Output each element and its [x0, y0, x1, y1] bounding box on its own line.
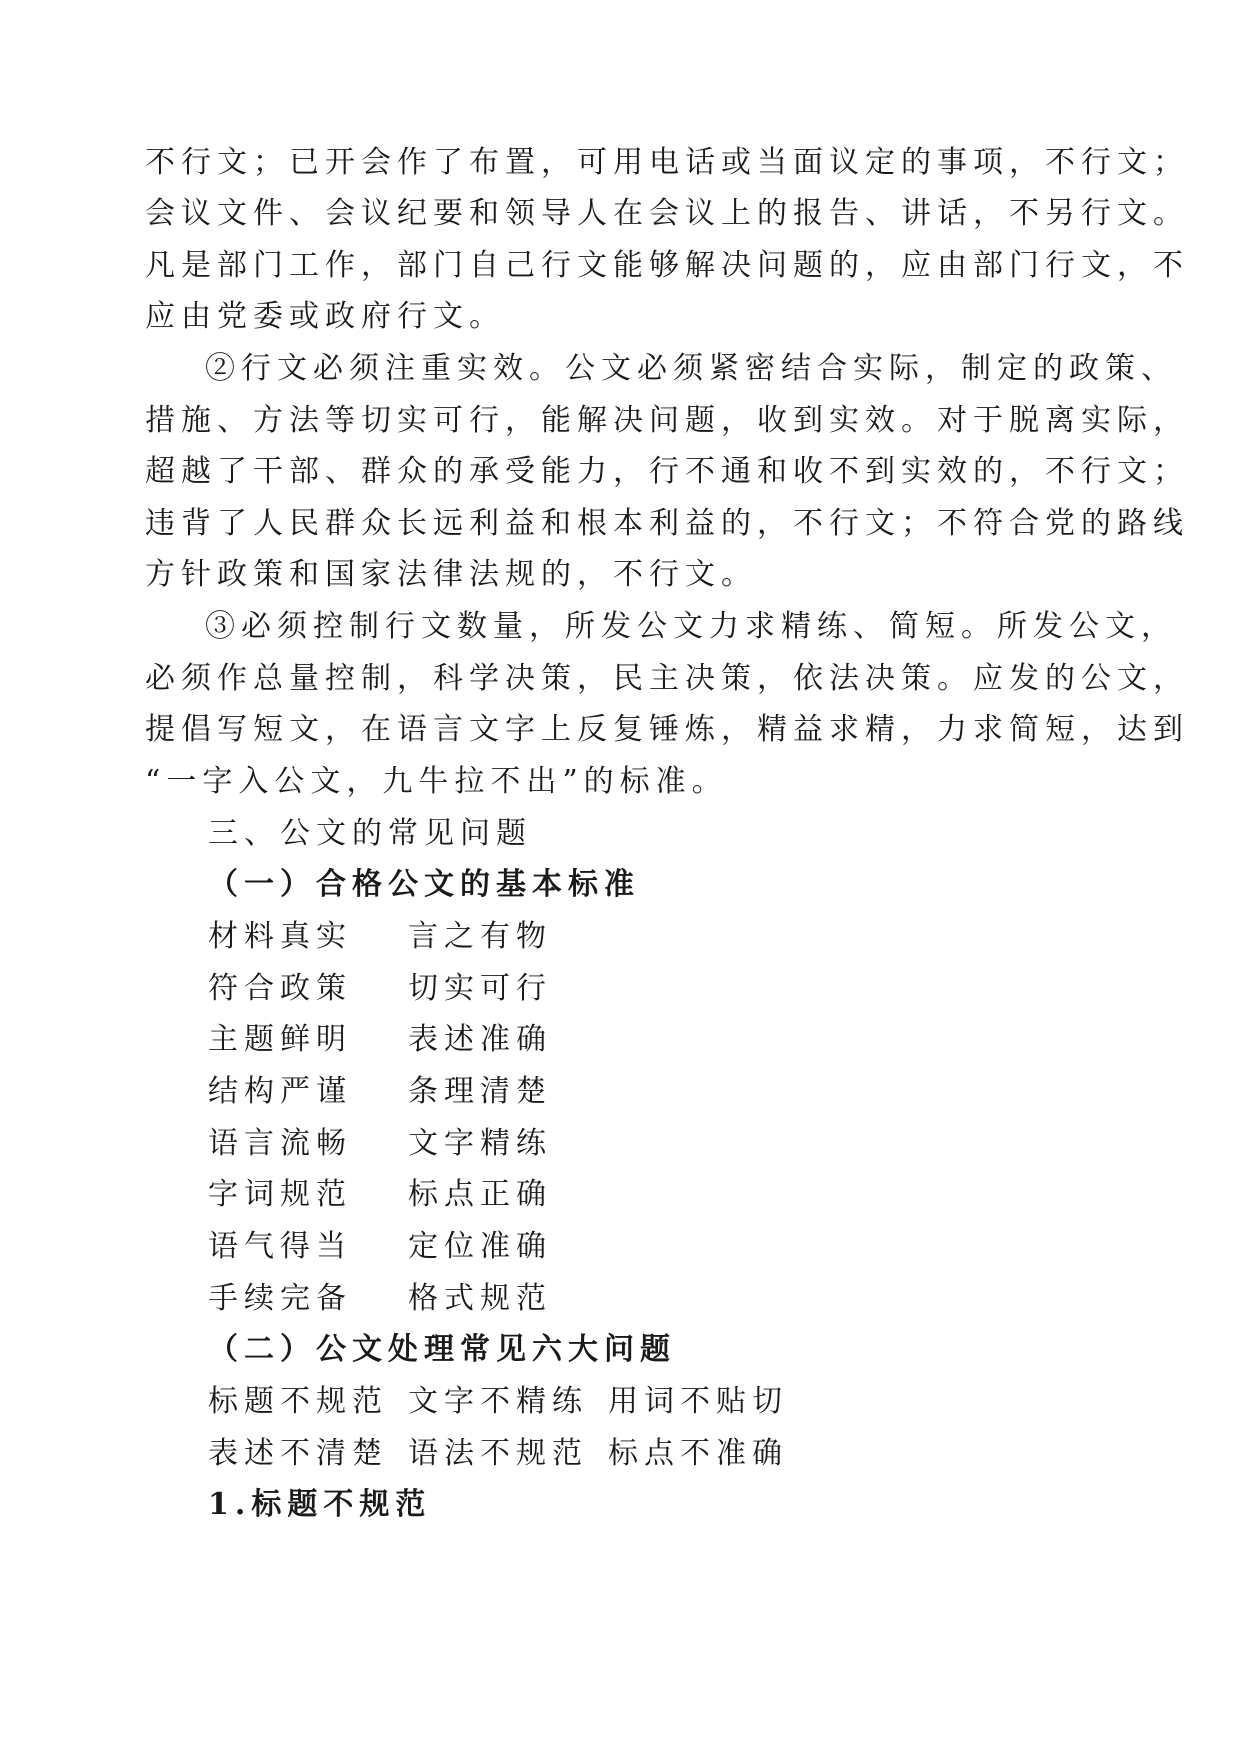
subsection-heading: （一）合格公文的基本标准 [208, 867, 640, 902]
paragraph-line: 方针政策和国家法律法规的，不行文。 [145, 557, 757, 592]
paragraph-line: 提倡写短文，在语言文字上反复锤炼，精益求精，力求简短，达到 [145, 712, 1189, 747]
problem-item: 语法不规范 [408, 1436, 588, 1471]
paragraph-line: 会议文件、会议纪要和领导人在会议上的报告、讲话，不另行文。 [145, 196, 1189, 231]
standard-item: 材料真实 [208, 919, 352, 954]
standard-item: 语气得当 [208, 1229, 352, 1264]
paragraph-line: ②行文必须注重实效。公文必须紧密结合实际，制定的政策、 [205, 351, 1177, 386]
problem-item: 表述不清楚 [208, 1436, 388, 1471]
paragraph-line: 不行文；已开会作了布置，可用电话或当面议定的事项，不行文； [145, 145, 1189, 180]
paragraph-line: 应由党委或政府行文。 [145, 299, 505, 334]
standard-item: 字词规范 [208, 1177, 352, 1212]
item-heading: 1.标题不规范 [208, 1487, 432, 1522]
standard-item: 条理清楚 [408, 1074, 552, 1109]
problem-item: 标点不准确 [608, 1436, 788, 1471]
problem-item: 标题不规范 [208, 1384, 388, 1419]
standard-item: 符合政策 [208, 971, 352, 1006]
paragraph-line: 违背了人民群众长远利益和根本利益的，不行文；不符合党的路线 [145, 506, 1189, 541]
standard-item: 主题鲜明 [208, 1022, 352, 1057]
standard-item: 格式规范 [408, 1281, 552, 1316]
standard-item: 文字精练 [408, 1126, 552, 1161]
paragraph-line: 凡是部门工作，部门自己行文能够解决问题的，应由部门行文，不 [145, 248, 1189, 283]
paragraph-line: 措施、方法等切实可行，能解决问题，收到实效。对于脱离实际， [145, 403, 1189, 438]
section-heading: 三、公文的常见问题 [208, 816, 532, 851]
standard-item: 定位准确 [408, 1229, 552, 1264]
standard-item: 手续完备 [208, 1281, 352, 1316]
standard-item: 言之有物 [408, 919, 552, 954]
standard-item: 语言流畅 [208, 1126, 352, 1161]
paragraph-line: “一字入公文，九牛拉不出”的标准。 [145, 764, 728, 799]
paragraph-line: ③必须控制行文数量，所发公文力求精练、简短。所发公文， [205, 609, 1177, 644]
problem-item: 用词不贴切 [608, 1384, 788, 1419]
paragraph-line: 必须作总量控制，科学决策，民主决策，依法决策。应发的公文， [145, 661, 1189, 696]
subsection-heading: （二）公文处理常见六大问题 [208, 1332, 676, 1367]
standard-item: 结构严谨 [208, 1074, 352, 1109]
standard-item: 切实可行 [408, 971, 552, 1006]
standard-item: 表述准确 [408, 1022, 552, 1057]
problem-item: 文字不精练 [408, 1384, 588, 1419]
standard-item: 标点正确 [408, 1177, 552, 1212]
paragraph-line: 超越了干部、群众的承受能力，行不通和收不到实效的，不行文； [145, 454, 1189, 489]
